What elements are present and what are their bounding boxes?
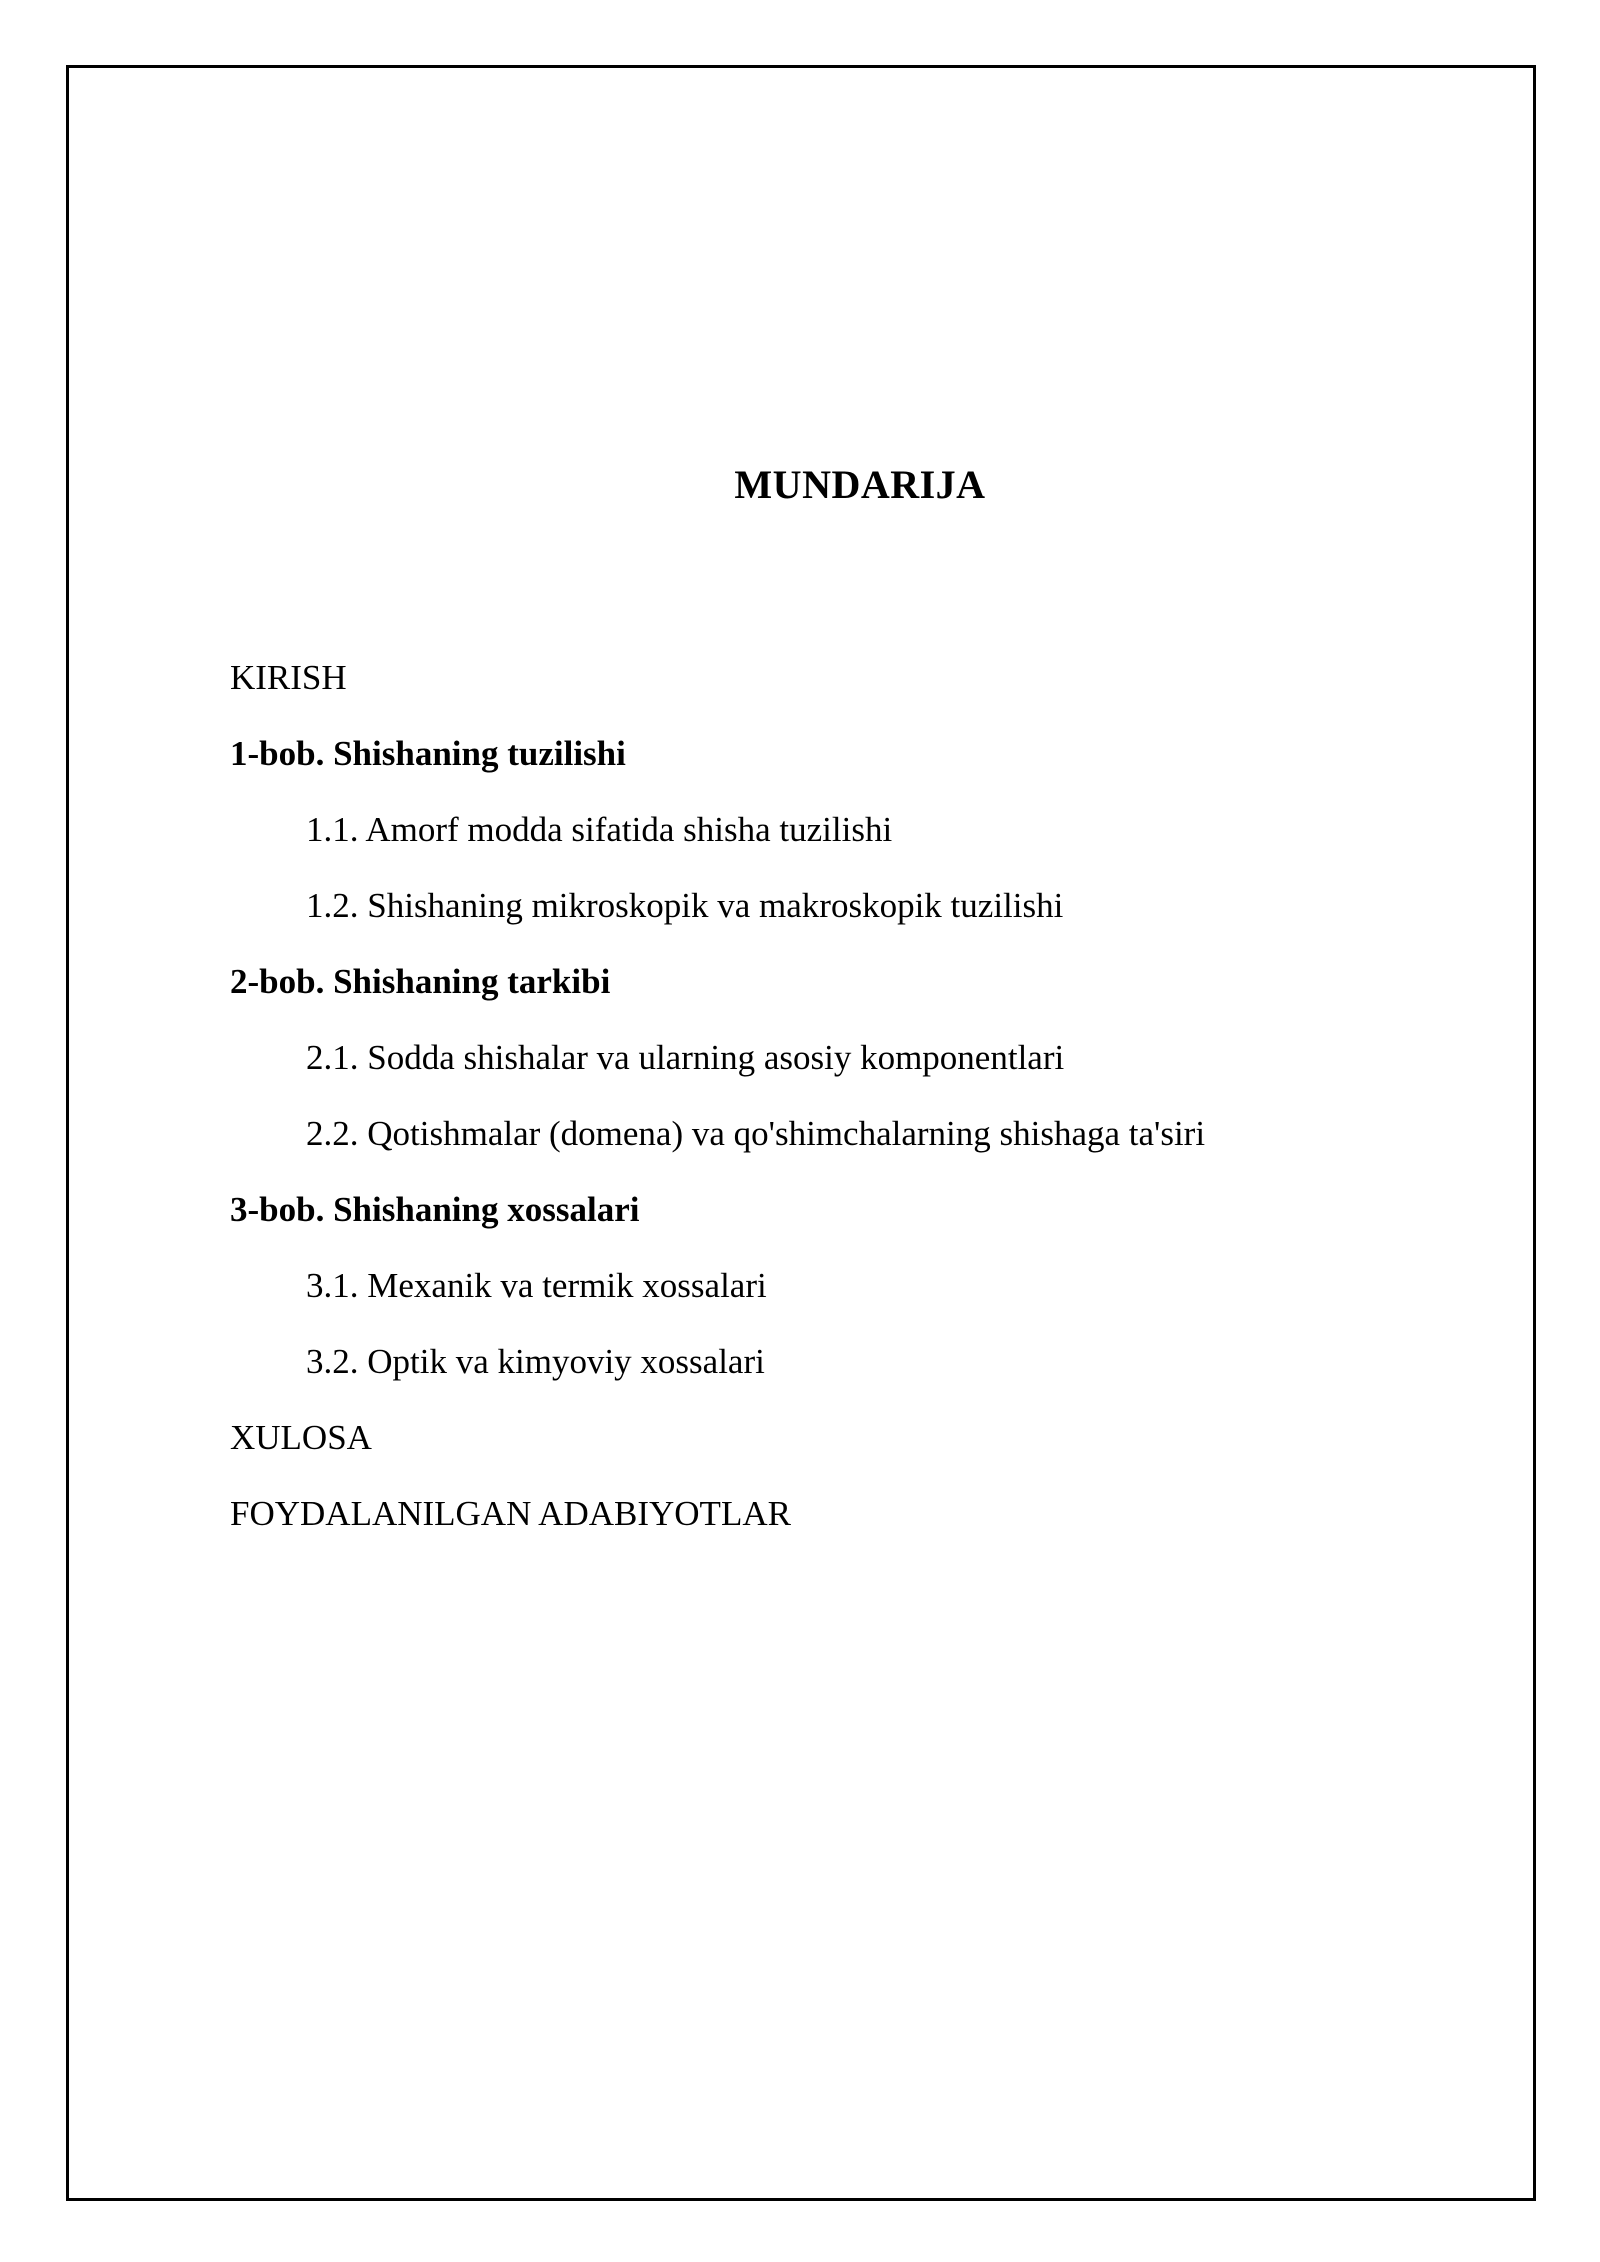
toc-section-3-1: 3.1. Mexanik va termik xossalari [306, 1266, 767, 1305]
toc-chapter-3: 3-bob. Shishaning xossalari [230, 1190, 640, 1229]
toc-chapter-1: 1-bob. Shishaning tuzilishi [230, 734, 626, 773]
toc-chapter-2: 2-bob. Shishaning tarkibi [230, 962, 611, 1001]
page-title: MUNDARIJA [734, 462, 986, 507]
toc-section-1-1: 1.1. Amorf modda sifatida shisha tuzilishi [306, 810, 893, 849]
toc-item-references: FOYDALANILGAN ADABIYOTLAR [230, 1494, 791, 1533]
toc-item-conclusion: XULOSA [230, 1418, 372, 1457]
toc-section-2-2: 2.2. Qotishmalar (domena) va qo'shimchalarning shishaga ta'siri [306, 1114, 1206, 1153]
toc-item-introduction: KIRISH [230, 658, 347, 697]
toc-section-2-1: 2.1. Sodda shishalar va ularning asosiy komponentlari [306, 1038, 1065, 1077]
toc-section-3-2: 3.2. Optik va kimyoviy xossalari [306, 1342, 765, 1381]
table-of-contents [230, 640, 1510, 1552]
toc-section-1-2: 1.2. Shishaning mikroskopik va makroskopik tuzilishi [306, 886, 1064, 925]
